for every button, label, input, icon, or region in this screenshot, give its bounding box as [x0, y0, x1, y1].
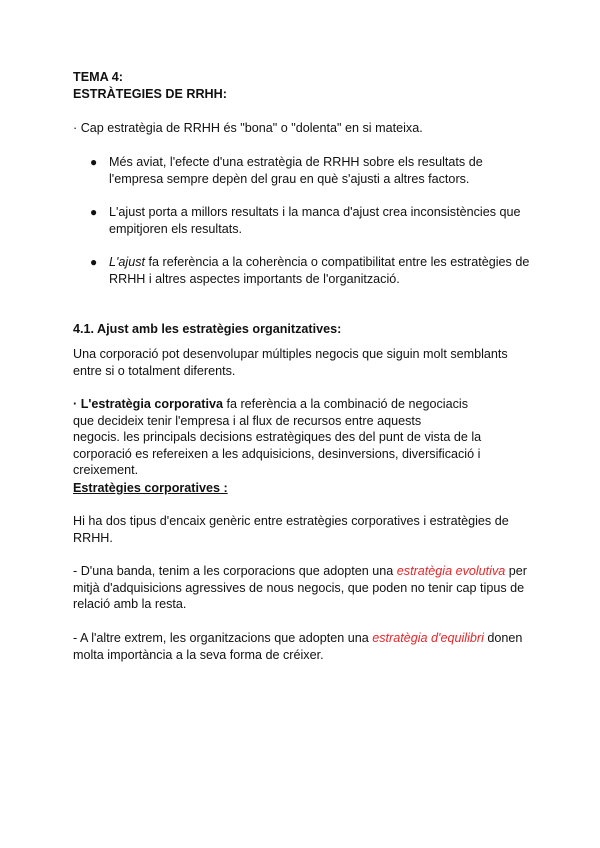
equilibrium-paragraph: - A l'altre extrem, les organitzacions que adopten una estratègia d'equilibri donen molta importància a la seva forma de créixer. — [73, 631, 523, 662]
bullet-item: L'ajust porta a millors resultats i la manca d'ajust crea inconsistències que empitjoren els resultats. — [109, 205, 521, 236]
fit-types-paragraph: Hi ha dos tipus d'encaix genèric entre estratègies corporatives i estratègies de RRHH. — [73, 514, 509, 545]
bullet-marker: ● — [90, 205, 98, 219]
bullet-item: L'ajust fa referència a la coherència o compatibilitat entre les estratègies de RRHH i altres aspectes importants de l'organització. — [109, 255, 530, 286]
evolutive-paragraph: - D'una banda, tenim a les corporacions que adopten una estratègia evolutiva per mitjà d'adquisicions agressives de nous negocis, que poden no tenir cap tipus de relació amb la resta. — [73, 564, 527, 612]
highlight-evolutive: estratègia evolutiva — [396, 564, 506, 578]
intro-paragraph: · Cap estratègia de RRHH és "bona" o "dolenta" en si mateixa. — [73, 121, 423, 135]
corporate-strategy-paragraph-cont: negocis. les principals decisions estratègiques des del punt de vista de la corporació es refereixen a les adquisicions, desinversions, diversificació i creixement. — [73, 430, 482, 478]
subsection-heading: Estratègies corporatives : — [73, 481, 228, 495]
term-ajust: L'ajust — [109, 255, 146, 269]
page-title: ESTRÀTEGIES DE RRHH: — [73, 87, 227, 101]
topic-number: TEMA 4: — [73, 70, 123, 84]
term-corporate-strategy: · L'estratègia corporativa — [73, 397, 223, 411]
section-paragraph: Una corporació pot desenvolupar múltiples negocis que siguin molt semblants entre si o totalment diferents. — [73, 347, 508, 378]
bullet-marker: ● — [90, 255, 98, 269]
highlight-equilibrium: estratègia d'equilibri — [372, 631, 484, 645]
corporate-strategy-paragraph: · L'estratègia corporativa fa referència a la combinació de negociacis que decideix tenir l'empresa i al flux de recursos entre aquests — [73, 397, 469, 428]
bullet-item: Més aviat, l'efecte d'una estratègia de RRHH sobre els resultats de l'empresa sempre depèn del grau en què s'ajusti a altres factors. — [109, 155, 483, 186]
section-heading-4-1: 4.1. Ajust amb les estratègies organitzatives: — [73, 322, 342, 336]
bullet-marker: ● — [90, 155, 98, 169]
